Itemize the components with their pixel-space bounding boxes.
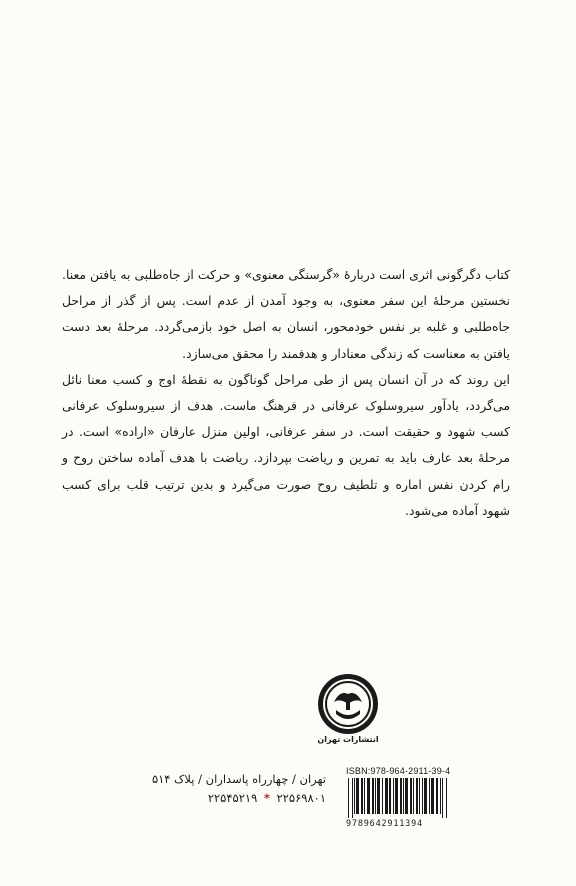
phone-1: ۲۲۵۶۹۸۰۱ xyxy=(276,791,326,805)
phone-2: ۲۲۵۴۵۲۱۹ xyxy=(207,791,258,805)
phone-numbers xyxy=(152,789,326,808)
publisher-caption: انتشارات تهران xyxy=(317,735,379,744)
blurb-paragraph-2: این روند که در آن انسان پس از طی مراحل گوناگون به نقطهٔ اوج و کسب معنا نائل می‌گردد، یادآور سیروسلوک عرفانی در فرهنگ ماست. هدف از سیروسلوک عرفانی کسب شهود و حقیقت است. در سفر عرفانی، اولین منزل عارفان «اراده» است. در مرحلهٔ بعد عارف باید به تمرین و ریاضت بپردازد. ریاضت با هدف آماده ساختن روح و رام کردن نفس اماره و تلطیف روح صورت می‌گیرد و بدین ترتیب قلب برای کسب شهود آماده می‌شود. xyxy=(62,371,510,518)
blurb-paragraph-1: کتاب دگرگونی اثری است دربارهٔ «گرسنگی معنوی» و حرکت از جاه‌طلبی به یافتن معنا. نخستین مرحلهٔ این سفر معنوی، به وجود آمدن از عدم است. پس از گذر از مراحل جاه‌طلبی و غلبه بر نفس خودمحور، انسان به اصل خود بازمی‌گردد. مرحلهٔ بعد دست یافتن به معناست که زندگی معنادار و هدفمند را محقق می‌سازد. xyxy=(62,267,510,361)
publisher-address xyxy=(152,770,326,808)
barcode xyxy=(346,778,496,818)
isbn-digits: 9789642911394 xyxy=(346,819,423,829)
address-line: تهران / چهارراه پاسداران / پلاک ۵۱۴ xyxy=(151,772,326,786)
back-cover-blurb xyxy=(62,262,510,524)
isbn-block xyxy=(346,766,506,829)
isbn-label: ISBN:978-964-2911-39-4 xyxy=(346,766,451,776)
phone-separator: * xyxy=(263,791,270,805)
